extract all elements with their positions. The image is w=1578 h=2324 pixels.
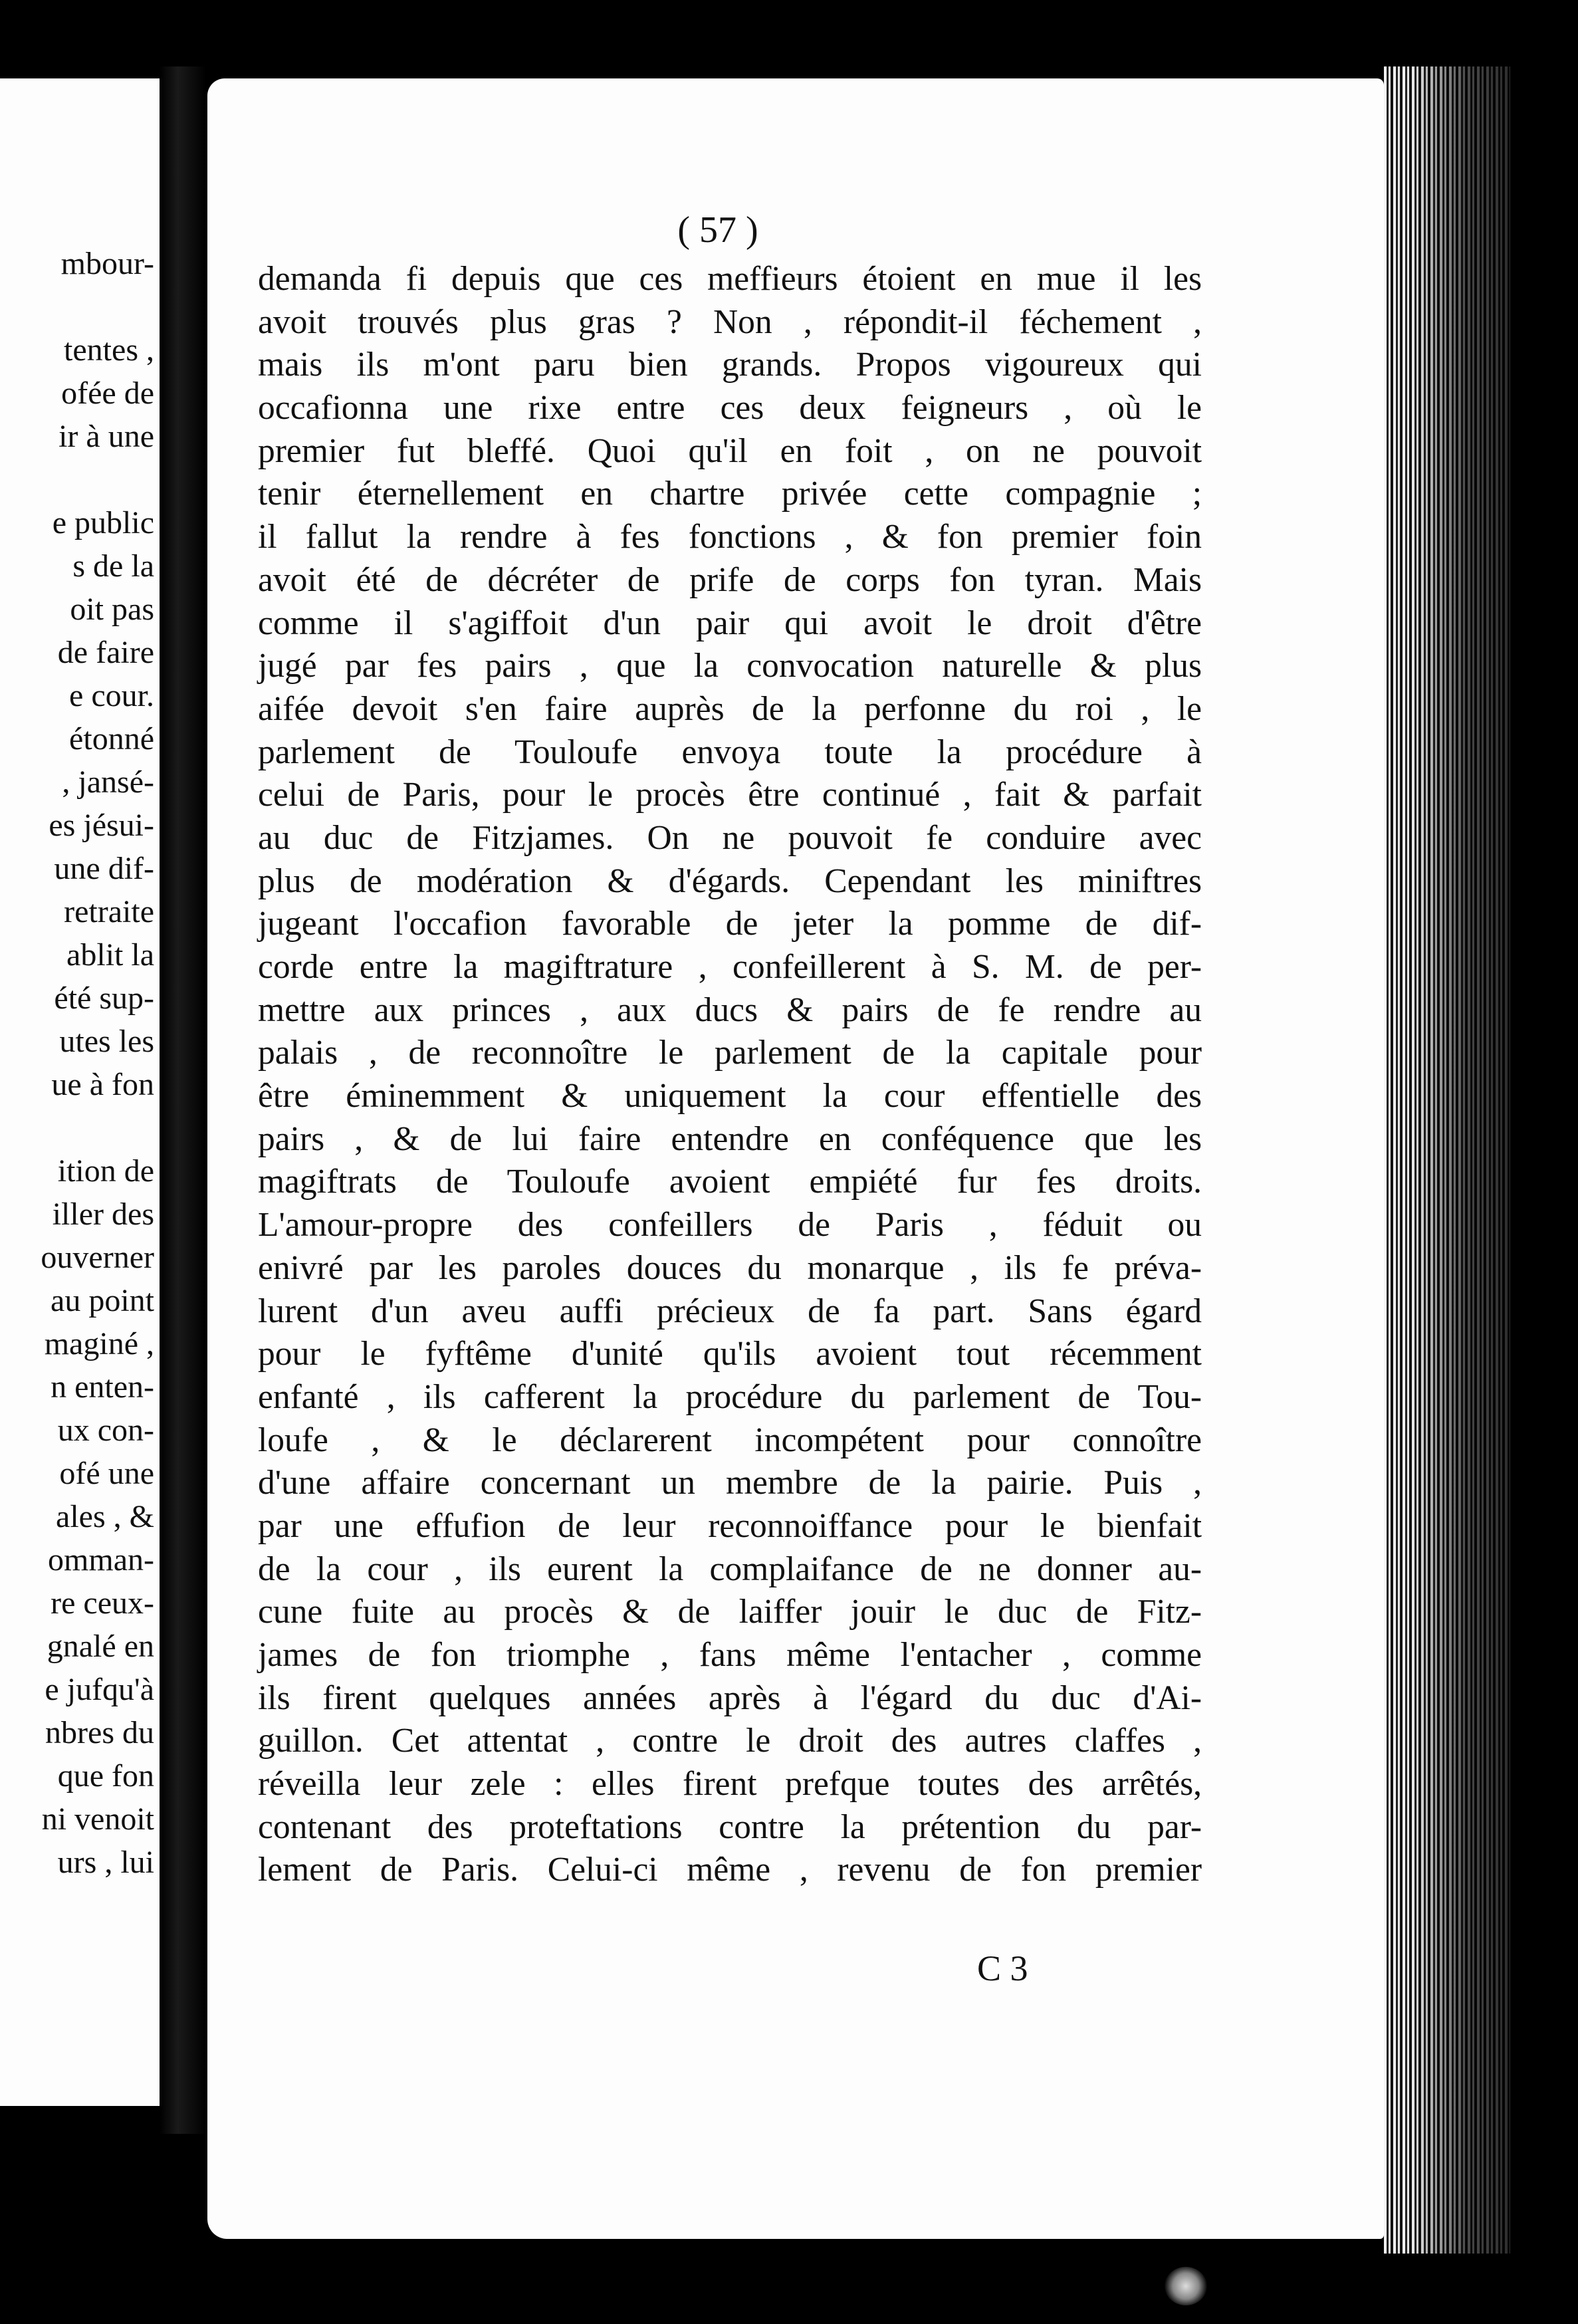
page-edge-shadow — [1409, 66, 1578, 2254]
facing-page-line: ir à une — [58, 419, 154, 454]
facing-page-line: oit pas — [70, 592, 154, 627]
text-line: lurent d'un aveu auffi précieux de fa part. Sans égard — [258, 1292, 1202, 1330]
text-line: il fallut la rendre à fes fonctions , & fon premier foin — [258, 518, 1202, 556]
text-line: lement de Paris. Celui-ci même , revenu de fon premier — [258, 1851, 1202, 1889]
facing-page-line: ales , & — [56, 1499, 154, 1534]
text-line: palais , de reconnoître le parlement de la capitale pour — [258, 1034, 1202, 1072]
facing-page-line: retraite — [64, 894, 154, 929]
facing-page-line: ablit la — [66, 937, 154, 973]
facing-page-line: une dif- — [54, 851, 154, 886]
facing-page-line: au point — [51, 1283, 154, 1318]
facing-page-line: ni venoit — [41, 1801, 154, 1837]
text-line: réveilla leur zele : elles firent prefque toutes des arrêtés, — [258, 1765, 1202, 1803]
page-number: ( 57 ) — [677, 209, 758, 251]
text-line: mettre aux princes , aux ducs & pairs de fe rendre au — [258, 990, 1202, 1029]
facing-page-line: étonné — [69, 721, 154, 756]
text-line: jugeant l'occafion favorable de jeter la pomme de dif- — [258, 905, 1202, 943]
text-line: avoit trouvés plus gras ? Non , répondit-il féchement , — [258, 302, 1202, 341]
text-line: pour le fyftême d'unité qu'ils avoient tout récemment — [258, 1335, 1202, 1373]
text-line: pairs , & de lui faire entendre en conféquence que les — [258, 1119, 1202, 1158]
facing-page-line: mbour- — [60, 246, 154, 281]
text-line: contenant des proteftations contre la prétention du par- — [258, 1807, 1202, 1846]
text-line: de la cour , ils eurent la complaifance de ne donner au- — [258, 1550, 1202, 1588]
text-line: magiftrats de Touloufe avoient empiété fur fes droits. — [258, 1163, 1202, 1201]
text-line: mais ils m'ont paru bien grands. Propos vigoureux qui — [258, 346, 1202, 384]
body-text — [258, 258, 1202, 1892]
facing-page-left — [0, 78, 160, 2106]
facing-page-line: maginé , — [44, 1326, 154, 1361]
facing-page-line: urs , lui — [57, 1845, 154, 1880]
text-line: jugé par fes pairs , que la convocation naturelle & plus — [258, 647, 1202, 685]
text-line: occafionna une rixe entre ces deux feigneurs , où le — [258, 389, 1202, 427]
text-line: demanda fi depuis que ces meffieurs étoient en mue il les — [258, 260, 1202, 298]
text-line: aifée devoit s'en faire auprès de la perfonne du roi , le — [258, 689, 1202, 728]
text-line: enivré par les paroles douces du monarque , ils fe préva- — [258, 1248, 1202, 1287]
facing-page-line: que fon — [57, 1758, 154, 1794]
facing-page-line: été sup- — [54, 981, 154, 1016]
facing-page-line: tentes , — [64, 332, 154, 368]
text-line: comme il s'agiffoit d'un pair qui avoit le droit d'être — [258, 604, 1202, 642]
text-line: cune fuite au procès & de laiffer jouir le duc de Fitz- — [258, 1593, 1202, 1631]
facing-page-line: ouverner — [41, 1240, 154, 1275]
facing-page-line: e cour. — [69, 678, 154, 713]
facing-page-line: re ceux- — [51, 1585, 154, 1621]
text-line: être éminemment & uniquement la cour effentielle des — [258, 1077, 1202, 1115]
text-line: james de fon triomphe , fans même l'entacher , comme — [258, 1636, 1202, 1674]
text-line: enfanté , ils cafferent la procédure du parlement de Tou- — [258, 1377, 1202, 1416]
facing-page-line: ofée de — [61, 376, 154, 411]
book-gutter — [160, 66, 206, 2134]
facing-page-line: ux con- — [57, 1413, 154, 1448]
text-line: avoit été de décréter de prife de corps fon tyran. Mais — [258, 560, 1202, 599]
facing-page-line: omman- — [48, 1542, 154, 1577]
text-line: L'amour-propre des confeillers de Paris , féduit ou — [258, 1206, 1202, 1244]
text-line: ils firent quelques années après à l'égard du duc d'Ai- — [258, 1679, 1202, 1717]
facing-page-line: nbres du — [45, 1715, 154, 1750]
facing-page-line: ofé une — [59, 1456, 154, 1491]
facing-page-line: iller des — [52, 1197, 154, 1232]
text-line: parlement de Touloufe envoya toute la procédure à — [258, 733, 1202, 771]
facing-page-line: ue à fon — [51, 1067, 154, 1102]
facing-page-line: e jufqu'à — [45, 1672, 154, 1707]
facing-page-line: es jésui- — [49, 808, 154, 843]
text-line: premier fut bleffé. Quoi qu'il en foit , on ne pouvoit — [258, 431, 1202, 470]
text-line: d'une affaire concernant un membre de la pairie. Puis , — [258, 1464, 1202, 1502]
facing-page-line: n enten- — [51, 1369, 154, 1405]
facing-page-line: , jansé- — [62, 764, 154, 800]
facing-page-line: s de la — [72, 548, 154, 584]
facing-page-line: gnalé en — [47, 1629, 154, 1664]
text-line: guillon. Cet attentat , contre le droit des autres claffes , — [258, 1722, 1202, 1760]
facing-page-line: ition de — [57, 1153, 154, 1189]
text-line: tenir éternellement en chartre privée cette compagnie ; — [258, 475, 1202, 513]
scan-blemish — [1165, 2267, 1207, 2305]
facing-page-line: e public — [52, 505, 154, 540]
text-line: plus de modération & d'égards. Cependant les miniftres — [258, 862, 1202, 900]
text-line: celui de Paris, pour le procès être continué , fait & parfait — [258, 776, 1202, 814]
facing-page-line: de faire — [57, 635, 154, 670]
text-line: au duc de Fitzjames. On ne pouvoit fe conduire avec — [258, 818, 1202, 857]
text-line: loufe , & le déclarerent incompétent pour connoître — [258, 1421, 1202, 1459]
text-line: corde entre la magiftrature , confeillerent à S. M. de per- — [258, 948, 1202, 986]
signature-mark: C 3 — [977, 1948, 1028, 1988]
text-line: par une effufion de leur reconnoiffance pour le bienfait — [258, 1506, 1202, 1545]
facing-page-line: utes les — [59, 1024, 154, 1059]
